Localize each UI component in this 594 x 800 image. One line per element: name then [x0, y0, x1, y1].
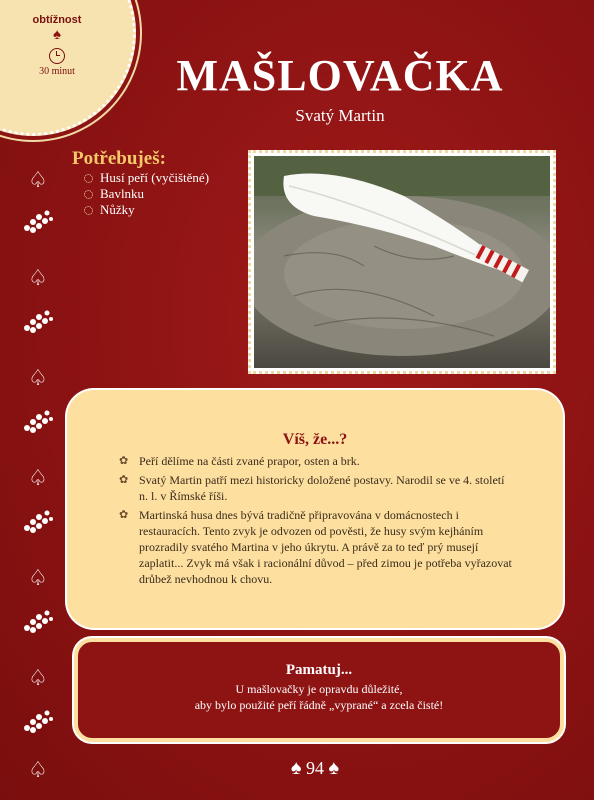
page-number-value: 94: [306, 758, 324, 778]
page-number: [270, 757, 360, 780]
spade-ornament-icon: ♤: [28, 666, 48, 691]
flower-bullet-icon: ✿: [119, 455, 129, 467]
spade-ornament-icon: ♤: [28, 758, 48, 783]
berry-ornament-icon: [18, 408, 58, 436]
did-you-know-item: ✿ Martinská husa dnes bývá tradičně připravována v domácnostech i restauracích. Tento zvyk je odvozen od pověsti, že husy svým kejháním prozradily svatého Martina v jeho úkrytu. A právě za to teď prý musejí zaplatit... Zvyk má však i racionální důvod – před zimou je potřeba vyřazovat drůbež nevhodnou k chovu.: [119, 508, 512, 586]
remember-line-2: aby bylo použité peří řádně „vyprané“ a zcela čisté!: [194, 698, 444, 712]
did-you-know-list: [117, 453, 513, 590]
berry-ornament-icon: [18, 708, 58, 736]
difficulty-label: obtížnost: [32, 14, 82, 26]
bullet-icon: [84, 190, 93, 199]
did-you-know-item: ✿ Peří dělíme na části zvané prapor, osten a brk.: [119, 454, 360, 468]
spade-icon: ♠: [53, 26, 61, 43]
did-you-know-box: [72, 395, 558, 623]
spade-icon: ♠: [290, 757, 302, 779]
spade-icon: ♠: [328, 757, 340, 779]
spade-ornament-icon: ♤: [28, 366, 48, 391]
spade-ornament-icon: ♤: [28, 168, 48, 193]
clock-icon: [49, 48, 65, 64]
feather-on-stump-image: [254, 156, 550, 368]
remember-box: [74, 638, 564, 742]
page-subtitle: Svatý Martin: [295, 106, 385, 125]
left-ornament-column: [18, 160, 58, 800]
did-you-know-item: ✿ Svatý Martin patří mezi historicky doložené postavy. Narodil se ve 4. století n. l. v Římské říši.: [119, 473, 505, 503]
flower-bullet-icon: ✿: [119, 509, 129, 521]
flower-bullet-icon: ✿: [119, 474, 129, 486]
feather-photo: [248, 150, 556, 374]
bullet-icon: [84, 174, 93, 183]
remember-title: Pamatuj...: [285, 662, 353, 678]
berry-ornament-icon: [18, 208, 58, 236]
remember-line-1: U mašlovačky je opravdu důležité,: [235, 682, 403, 696]
needs-list: [84, 170, 209, 218]
needs-item: Bavlnku: [84, 186, 209, 202]
berry-ornament-icon: [18, 608, 58, 636]
spade-ornament-icon: ♤: [28, 466, 48, 491]
photo-image: [254, 156, 550, 368]
needs-heading: Potřebuješ:: [72, 148, 166, 169]
berry-ornament-icon: [18, 308, 58, 336]
needs-item: Husí peří (vyčištěné): [84, 170, 209, 186]
spade-ornament-icon: ♤: [28, 566, 48, 591]
badge-content: [22, 14, 92, 77]
page-title: MAŠLOVAČKA: [176, 51, 504, 100]
time-label: 30 minut: [39, 66, 75, 77]
berry-ornament-icon: [18, 508, 58, 536]
bullet-icon: [84, 206, 93, 215]
did-you-know-title: Víš, že...?: [282, 431, 348, 448]
spade-ornament-icon: ♤: [28, 266, 48, 291]
needs-item: Nůžky: [84, 202, 209, 218]
